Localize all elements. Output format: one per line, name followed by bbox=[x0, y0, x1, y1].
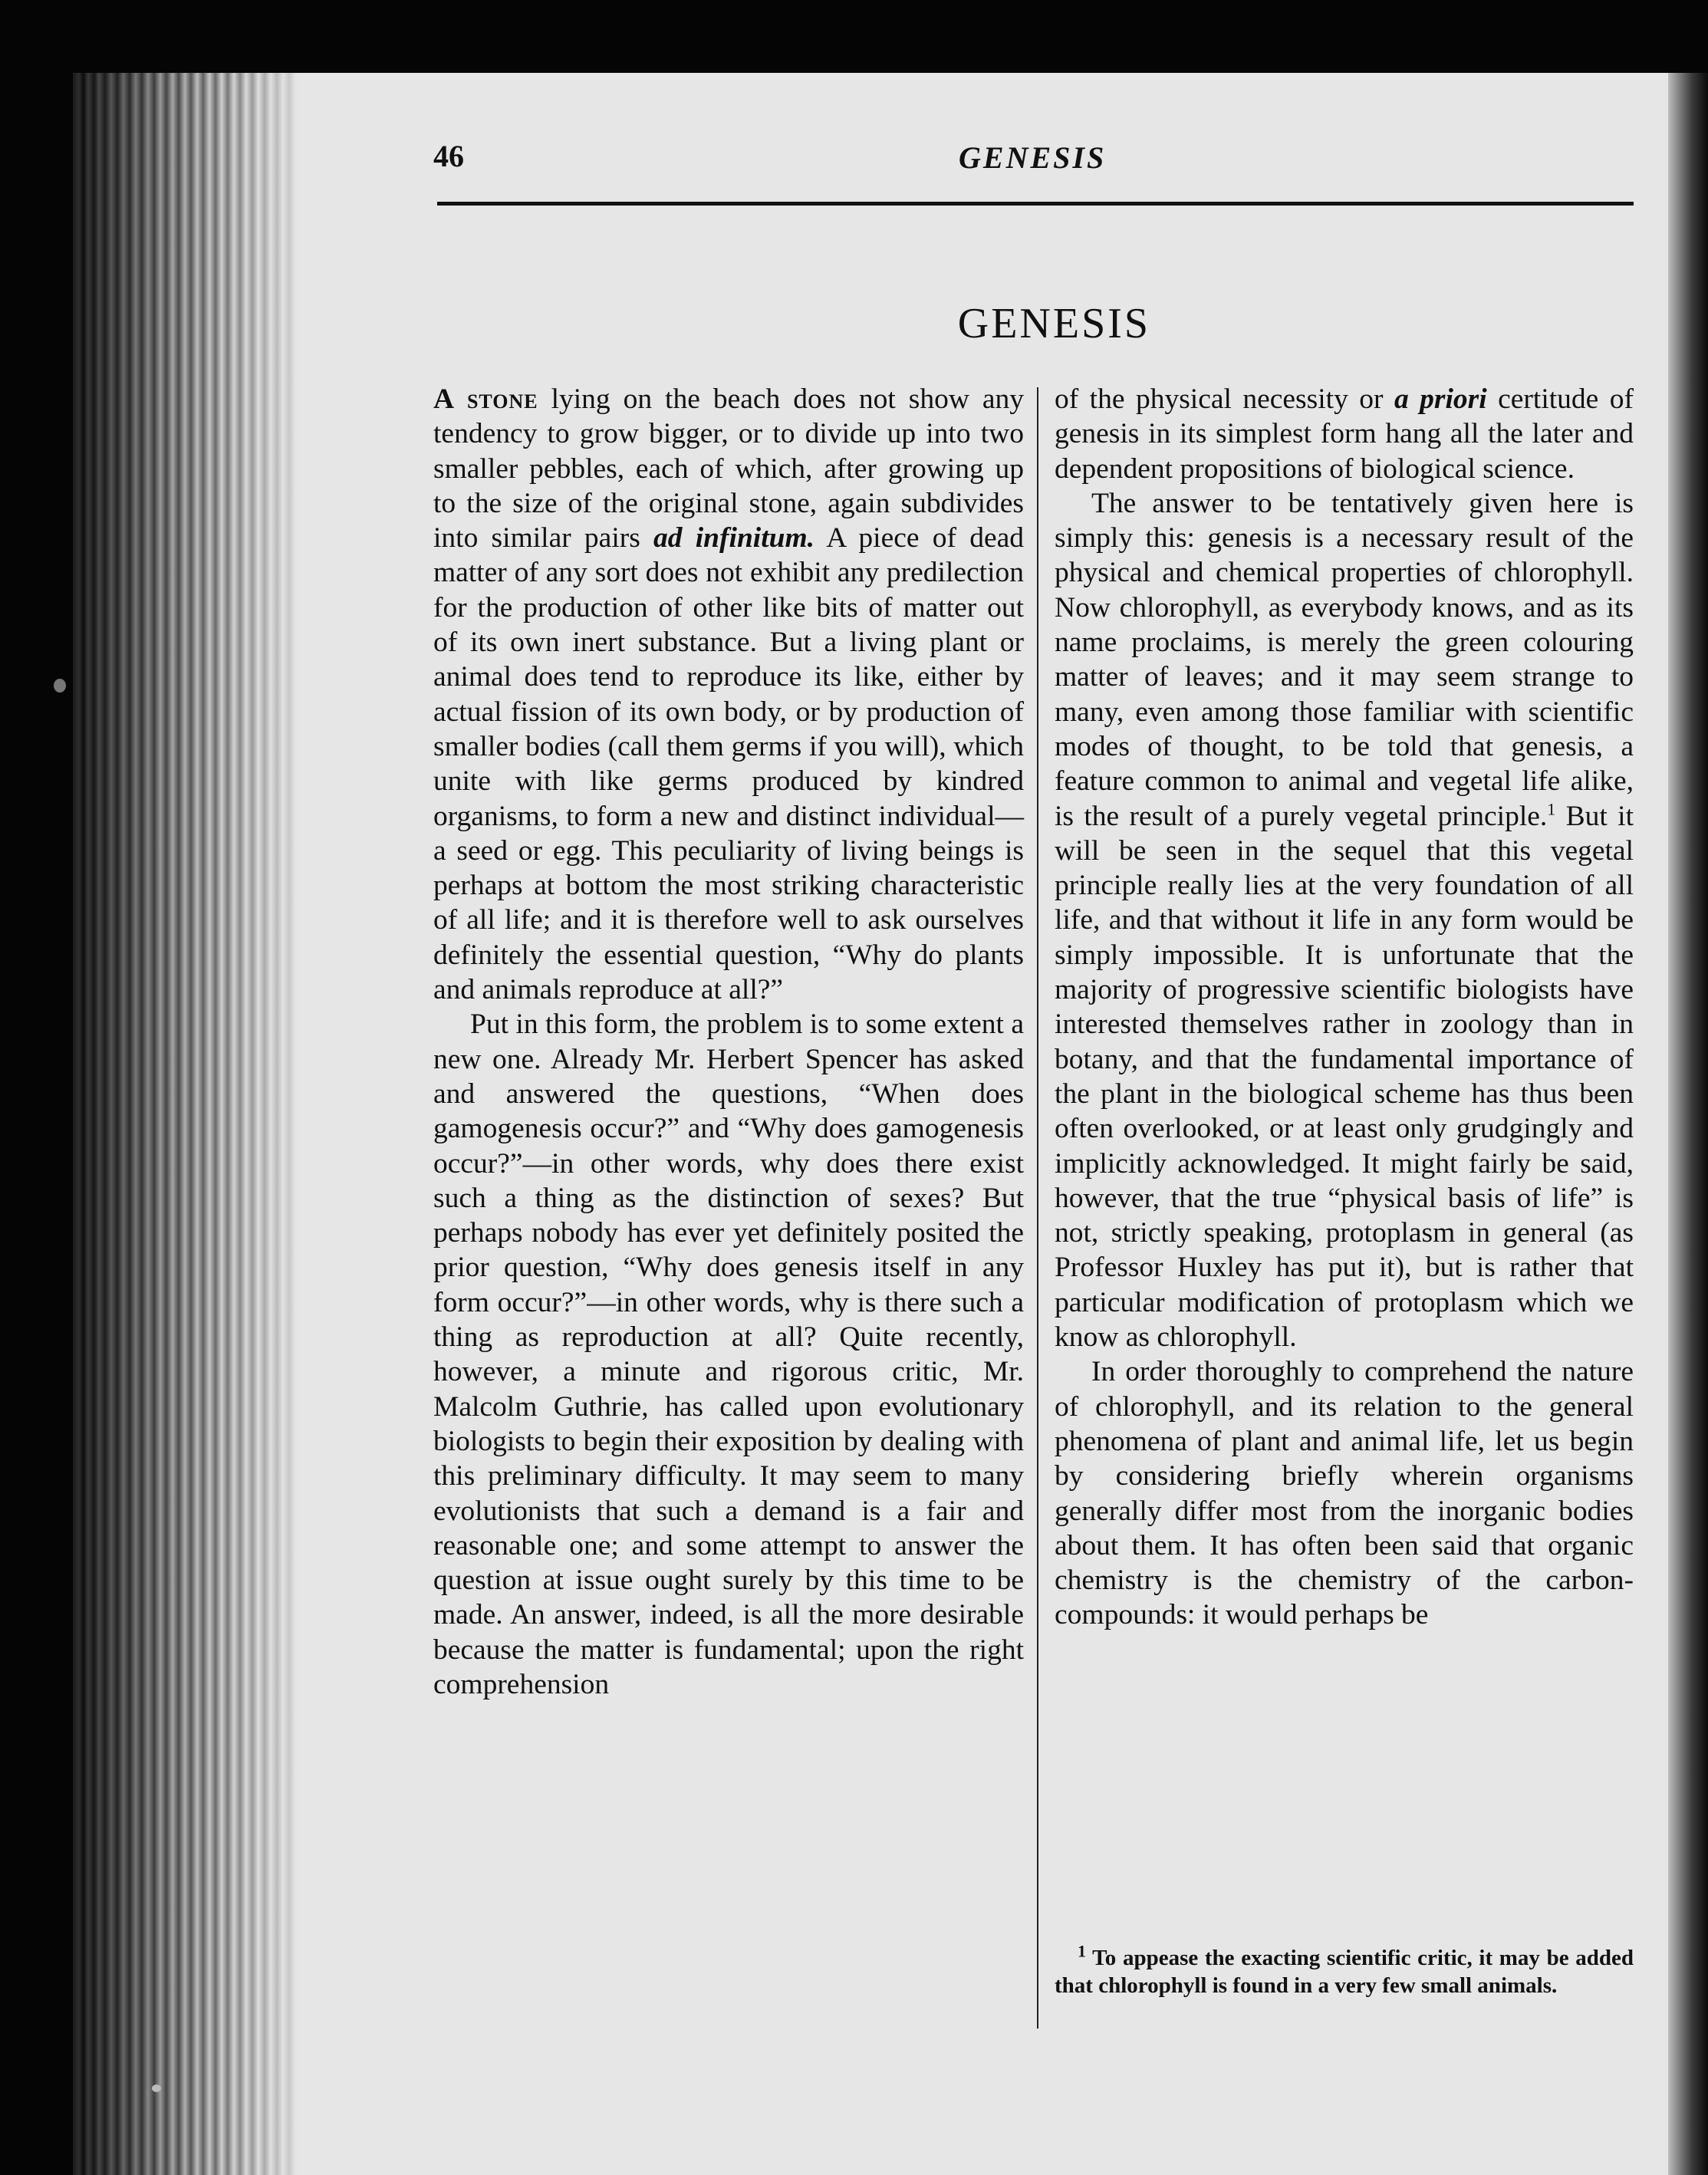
running-head bbox=[433, 138, 1634, 184]
footnote bbox=[1055, 1941, 1634, 1999]
chapter-title: GENESIS bbox=[957, 300, 1150, 347]
italic-phrase: a priori bbox=[1394, 383, 1487, 415]
paragraph-text: lying on the beach does not show any tendency to grow bigger, or to divide up into two smaller pebbles, each of which, after growing up to the size of the original stone, again subdivides into similar pairs bbox=[433, 383, 1025, 554]
scan-speck bbox=[152, 2085, 161, 2092]
paragraph-text: certitude of genesis in its simplest form hang all the later and dependent propositions of biological science. bbox=[1055, 383, 1634, 485]
paragraph: In order thoroughly to comprehend the nature of chlorophyll, and its relation to the general phenomena of plant and animal life, let us begin by considering briefly wherein organisms generally differ most from the inorganic bodies about them. It has often been said that organic chemistry is the chemistry of the carbon-compounds: it would perhaps be bbox=[1055, 1356, 1634, 1631]
paragraph-text: But it will be seen in the sequel that this vegetal principle really lies at the very foundation of all life, and that without it life in any form would be simply impossible. It is unfortunate that the majority of progressive scientific biologists have interested themselves rather in zoology than in botany, and that the fundamental importance of the plant in the biological scheme has thus been often overlooked, or at least only grudgingly and implicitly acknowledged. It might fairly be said, however, that the true “physical basis of life” is not, strictly speaking, protoplasm in general (as Professor Huxley has put it), but is rather that particular modification of protoplasm which we know as chlorophyll. bbox=[1055, 800, 1634, 1354]
page-gutter-shadow bbox=[1668, 73, 1708, 2175]
book-page-edges bbox=[73, 73, 303, 2175]
running-title: GENESIS bbox=[959, 140, 1107, 175]
header-rule bbox=[437, 202, 1634, 206]
paragraph-text: of the physical necessity or bbox=[1055, 383, 1394, 415]
paragraph-text: The answer to be tentatively given here is simply this: genesis is a necessary result of the physical and chemical properties of chlorophyll. Now chlorophyll, as everybody knows, and as its name proclaims, is merely the green colouring matter of leaves; and it may seem strange to many, even among those familiar with scientific modes of thought, to be told that genesis, a feature common to animal and vegetal life alike, is the result of a purely vegetal principle. bbox=[1055, 487, 1634, 832]
paragraph: Put in this form, the problem is to some extent a new one. Already Mr. Herbert Spencer has asked and answered the questions, “When does gamogenesis occur?” and “Why does gamogenesis occur?”—in other words, why does there exist such a thing as the distinction of sexes? But perhaps nobody has ever yet definitely posited the prior question, “Why does genesis itself in any form occur?”—in other words, why is there such a thing as reproduction at all? Quite recently, however, a minute and rigorous critic, Mr. Malcolm Guthrie, has called upon evolutionary biologists to begin their exposition by dealing with this preliminary difficulty. It may seem to many evolutionists that such a demand is a fair and reasonable one; and some attempt to answer the question at issue ought surely by this time to be made. An answer, indeed, is all the more desirable because the matter is fundamental; upon the right comprehension bbox=[433, 1009, 1024, 1700]
right-column bbox=[1055, 382, 1634, 1633]
footnote-text: To appease the exacting scientific critic, it may be added that chlorophyll is found in a very few small animals. bbox=[1055, 1946, 1634, 1998]
footnote-marker: 1 bbox=[1078, 1941, 1086, 1961]
paragraph bbox=[433, 382, 1024, 1007]
left-column bbox=[433, 382, 1024, 1702]
drop-lead-words: A stone bbox=[433, 383, 538, 415]
italic-phrase: ad infinitum. bbox=[653, 522, 815, 554]
scan-speck bbox=[54, 679, 66, 693]
paragraph-text: A piece of dead matter of any sort does not exhibit any predilection for the production of other like bits of matter out of its own inert substance. But a living plant or animal does tend to reproduce its like, either by actual fission of its own body, or by production of smaller bodies (call them germs if you will), which unite with like germs produced by kindred organisms, to form a new and distinct individual—a seed or egg. This peculiarity of living beings is perhaps at bottom the most striking characteristic of all life; and it is therefore well to ask ourselves definitely the essential question, “Why do plants and animals reproduce at all?” bbox=[433, 522, 1024, 1006]
paragraph bbox=[1055, 382, 1634, 486]
footnote-reference[interactable]: 1 bbox=[1547, 799, 1556, 819]
page-number: 46 bbox=[433, 139, 464, 173]
paragraph bbox=[1055, 486, 1634, 1354]
column-divider bbox=[1037, 387, 1038, 2029]
